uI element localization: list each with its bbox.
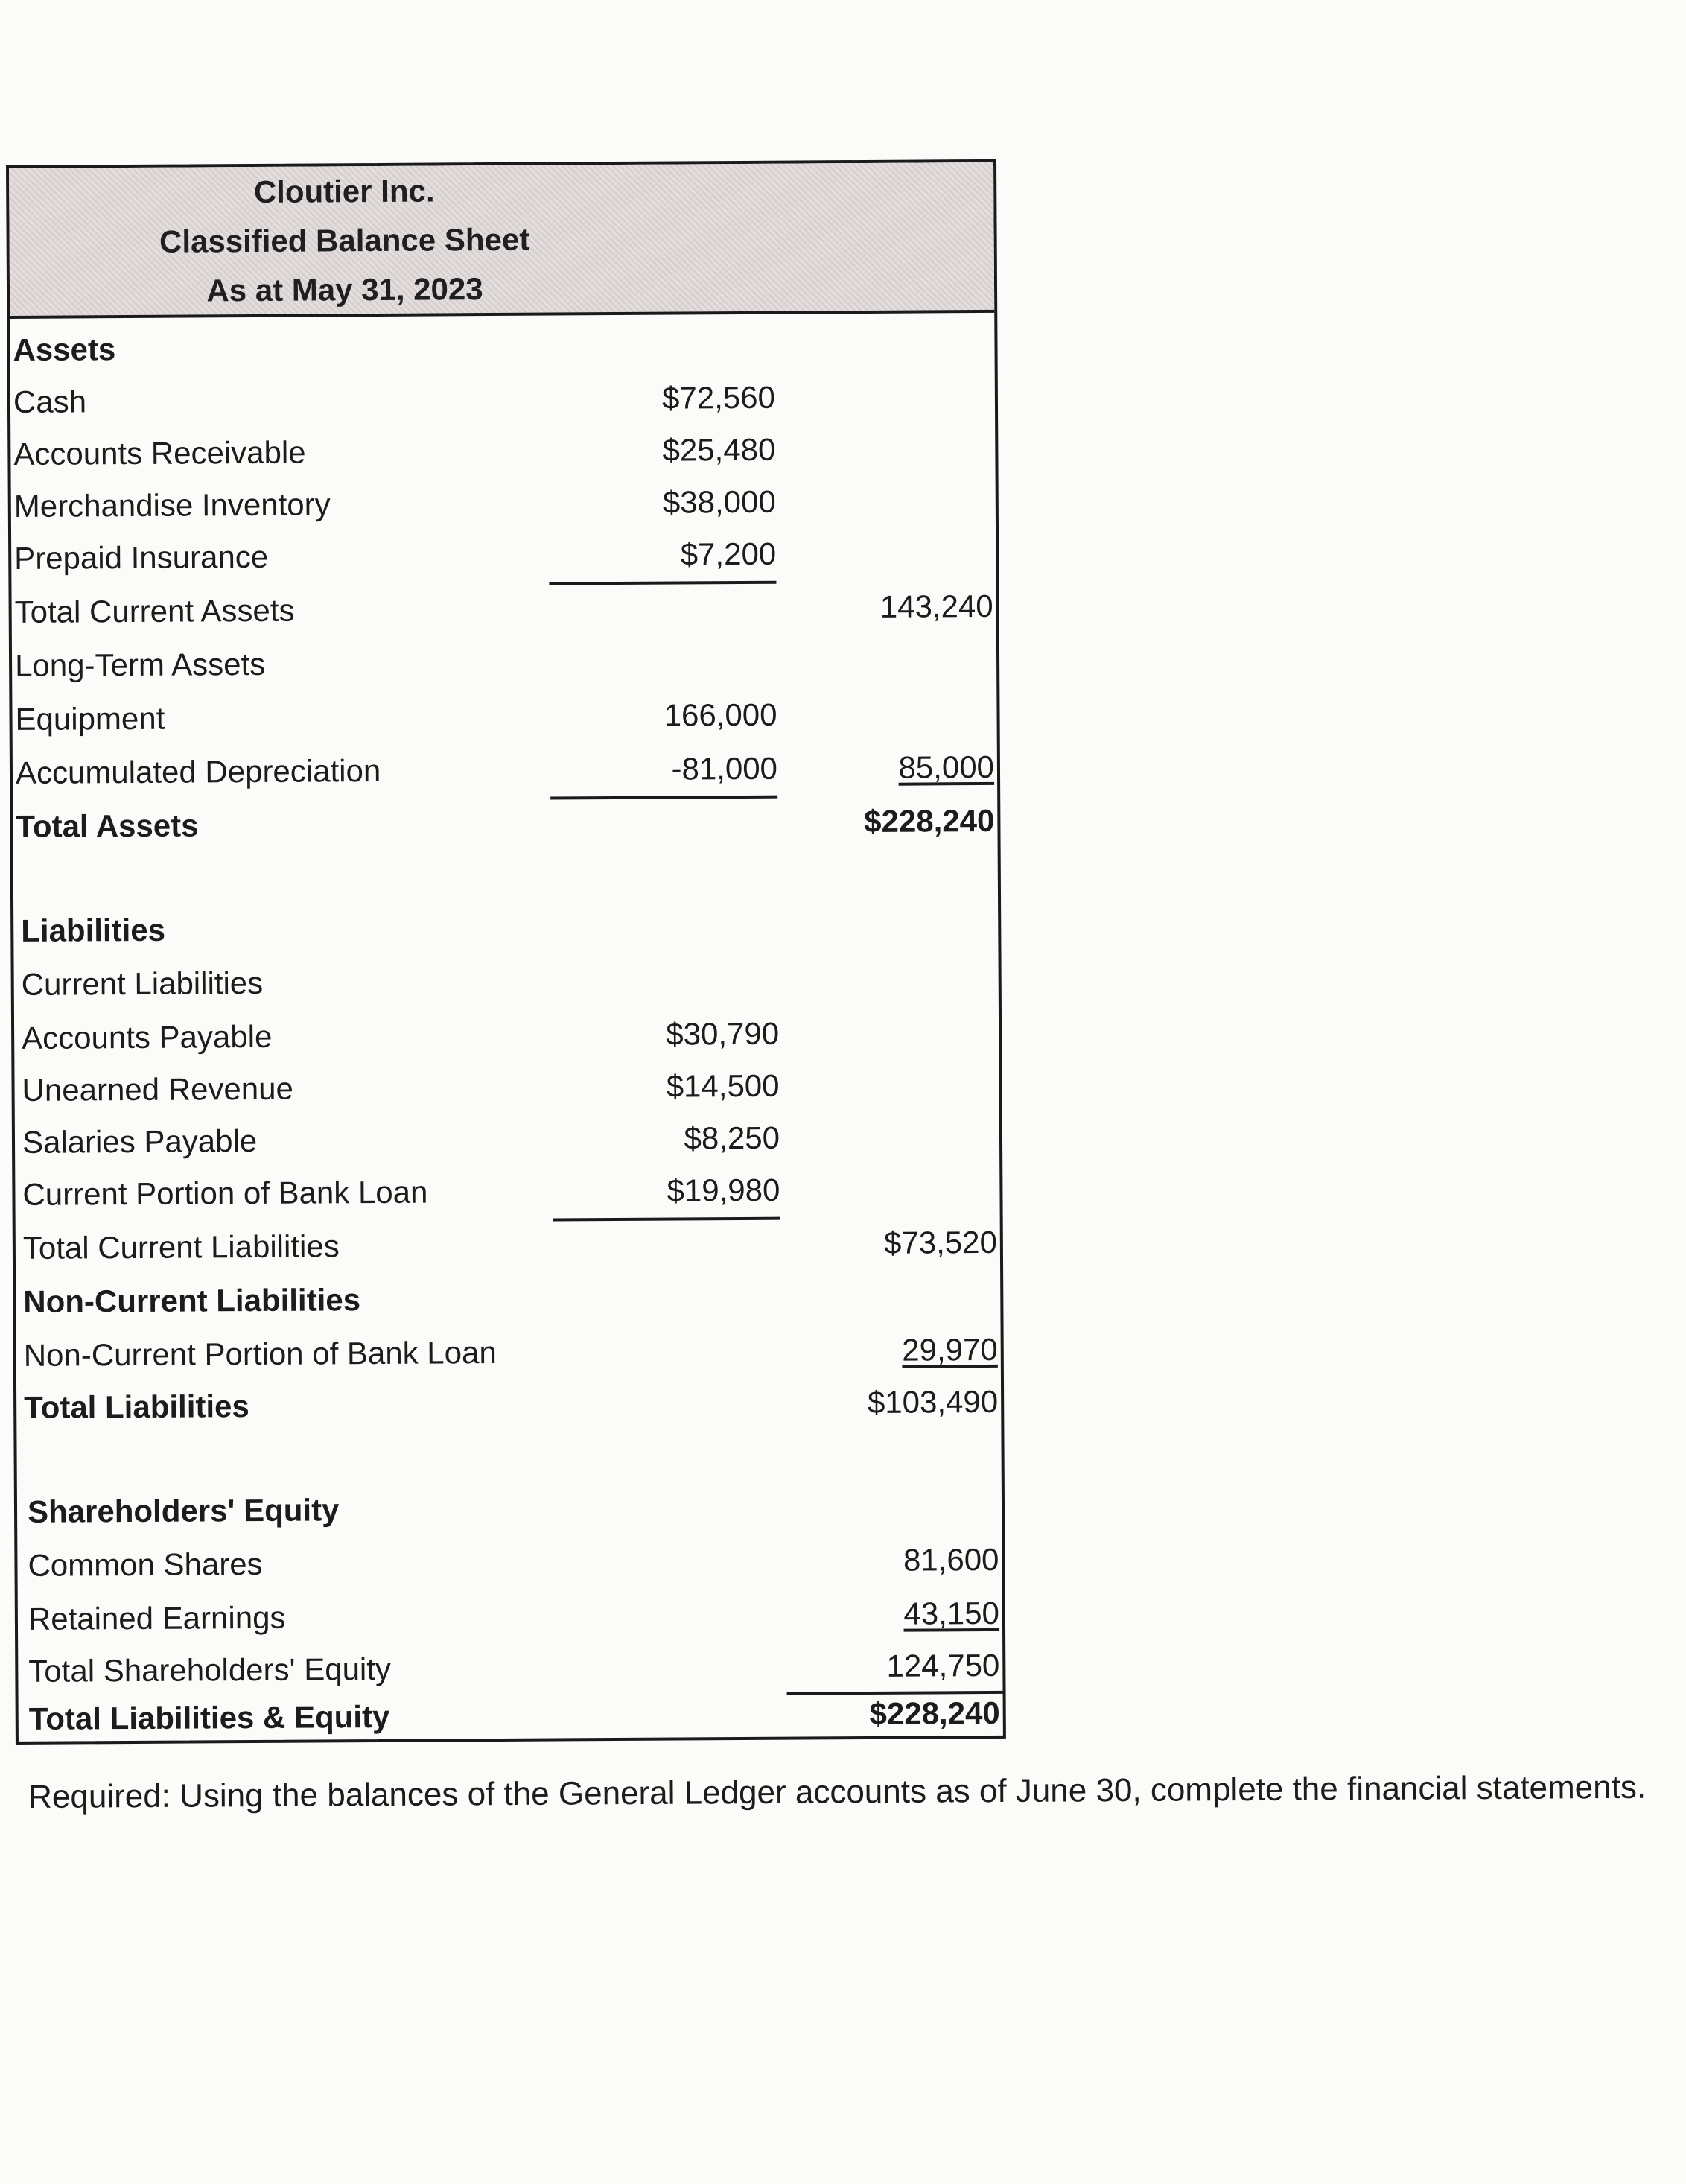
row-total: 29,970 <box>902 1331 998 1368</box>
table-row <box>13 907 998 958</box>
row-label: Current Portion of Bank Loan <box>22 1174 428 1212</box>
subtotal-rule <box>549 581 776 585</box>
table-row <box>11 535 996 585</box>
row-amount: $38,000 <box>662 483 776 520</box>
row-label: Total Liabilities & Equity <box>28 1698 390 1736</box>
row-amount: $14,500 <box>666 1067 780 1104</box>
row-label: Prepaid Insurance <box>14 539 269 576</box>
row-amount: $8,250 <box>684 1120 780 1156</box>
table-row <box>14 1067 999 1117</box>
table-row <box>11 483 996 533</box>
row-label: Total Current Assets <box>14 592 295 629</box>
row-label: Cash <box>13 384 87 419</box>
assets-heading-row <box>10 326 994 377</box>
required-instruction: Required: Using the balances of the General Ledger accounts as of June 30, complete the financial statements. <box>28 1768 1647 1815</box>
table-row <box>10 431 995 481</box>
row-total: 143,240 <box>879 588 993 624</box>
statement-title: Classified Balance Sheet <box>159 221 530 259</box>
table-row <box>15 1119 999 1169</box>
row-label: Salaries Payable <box>22 1123 258 1160</box>
liabilities-heading: Liabilities <box>21 912 166 948</box>
row-label: Common Shares <box>28 1546 263 1583</box>
row-total: $103,490 <box>867 1383 999 1420</box>
table-row <box>14 961 999 1012</box>
row-amount: $7,200 <box>680 536 777 572</box>
statement-date: As at May 31, 2023 <box>206 271 483 308</box>
row-total: 43,150 <box>903 1595 1000 1631</box>
table-row <box>16 1332 1001 1383</box>
row-label: Accounts Receivable <box>13 434 306 472</box>
table-row <box>12 588 996 639</box>
row-total: 85,000 <box>898 749 995 785</box>
row-total: 81,600 <box>903 1541 999 1578</box>
company-name: Cloutier Inc. <box>253 173 435 209</box>
row-total: 124,750 <box>886 1647 1000 1683</box>
row-label: Accumulated Depreciation <box>15 752 381 790</box>
table-row <box>16 1225 1000 1275</box>
subtotal-rule <box>553 1217 780 1222</box>
table-row <box>16 1278 1000 1329</box>
row-amount: $25,480 <box>662 431 776 468</box>
noncurrent-heading: Non-Current Liabilities <box>23 1282 361 1319</box>
row-total: $73,520 <box>883 1224 997 1260</box>
equity-heading: Shareholders' Equity <box>27 1492 340 1529</box>
table-row <box>17 1542 1002 1593</box>
sheet-header <box>9 162 994 319</box>
row-label: Total Current Liabilities <box>22 1228 340 1266</box>
table-row <box>13 749 997 800</box>
table-row <box>12 696 996 746</box>
row-label: Non-Current Portion of Bank Loan <box>23 1335 497 1373</box>
table-row <box>17 1488 1002 1539</box>
table-row <box>18 1596 1002 1646</box>
row-label: Accounts Payable <box>22 1018 273 1056</box>
row-label: Merchandise Inventory <box>13 486 331 524</box>
row-amount: $72,560 <box>661 379 776 416</box>
row-total: $228,240 <box>869 1695 1000 1731</box>
current-liabilities-heading: Current Liabilities <box>21 965 264 1002</box>
row-amount: -81,000 <box>671 750 778 787</box>
table-row <box>16 1384 1001 1435</box>
row-label: Total Assets <box>16 807 199 844</box>
table-row <box>18 1648 1002 1698</box>
row-label: Unearned Revenue <box>22 1070 293 1108</box>
table-row <box>19 1695 1003 1746</box>
assets-heading: Assets <box>13 331 116 367</box>
row-amount: $30,790 <box>666 1015 780 1052</box>
table-row <box>14 1015 999 1065</box>
total-rule <box>787 1691 1003 1695</box>
long-term-heading: Long-Term Assets <box>14 646 266 683</box>
subtotal-rule <box>550 796 777 800</box>
table-row <box>13 803 997 854</box>
table-row <box>15 1171 999 1222</box>
row-total: $228,240 <box>864 802 995 839</box>
row-label: Total Shareholders' Equity <box>28 1651 392 1689</box>
balance-sheet <box>6 159 1006 1745</box>
row-amount: 166,000 <box>664 696 777 733</box>
row-label: Retained Earnings <box>28 1599 286 1637</box>
row-label: Equipment <box>15 700 165 737</box>
table-row <box>10 378 995 429</box>
row-label: Total Liabilities <box>24 1388 249 1425</box>
row-amount: $19,980 <box>667 1172 780 1208</box>
table-row <box>12 642 996 693</box>
